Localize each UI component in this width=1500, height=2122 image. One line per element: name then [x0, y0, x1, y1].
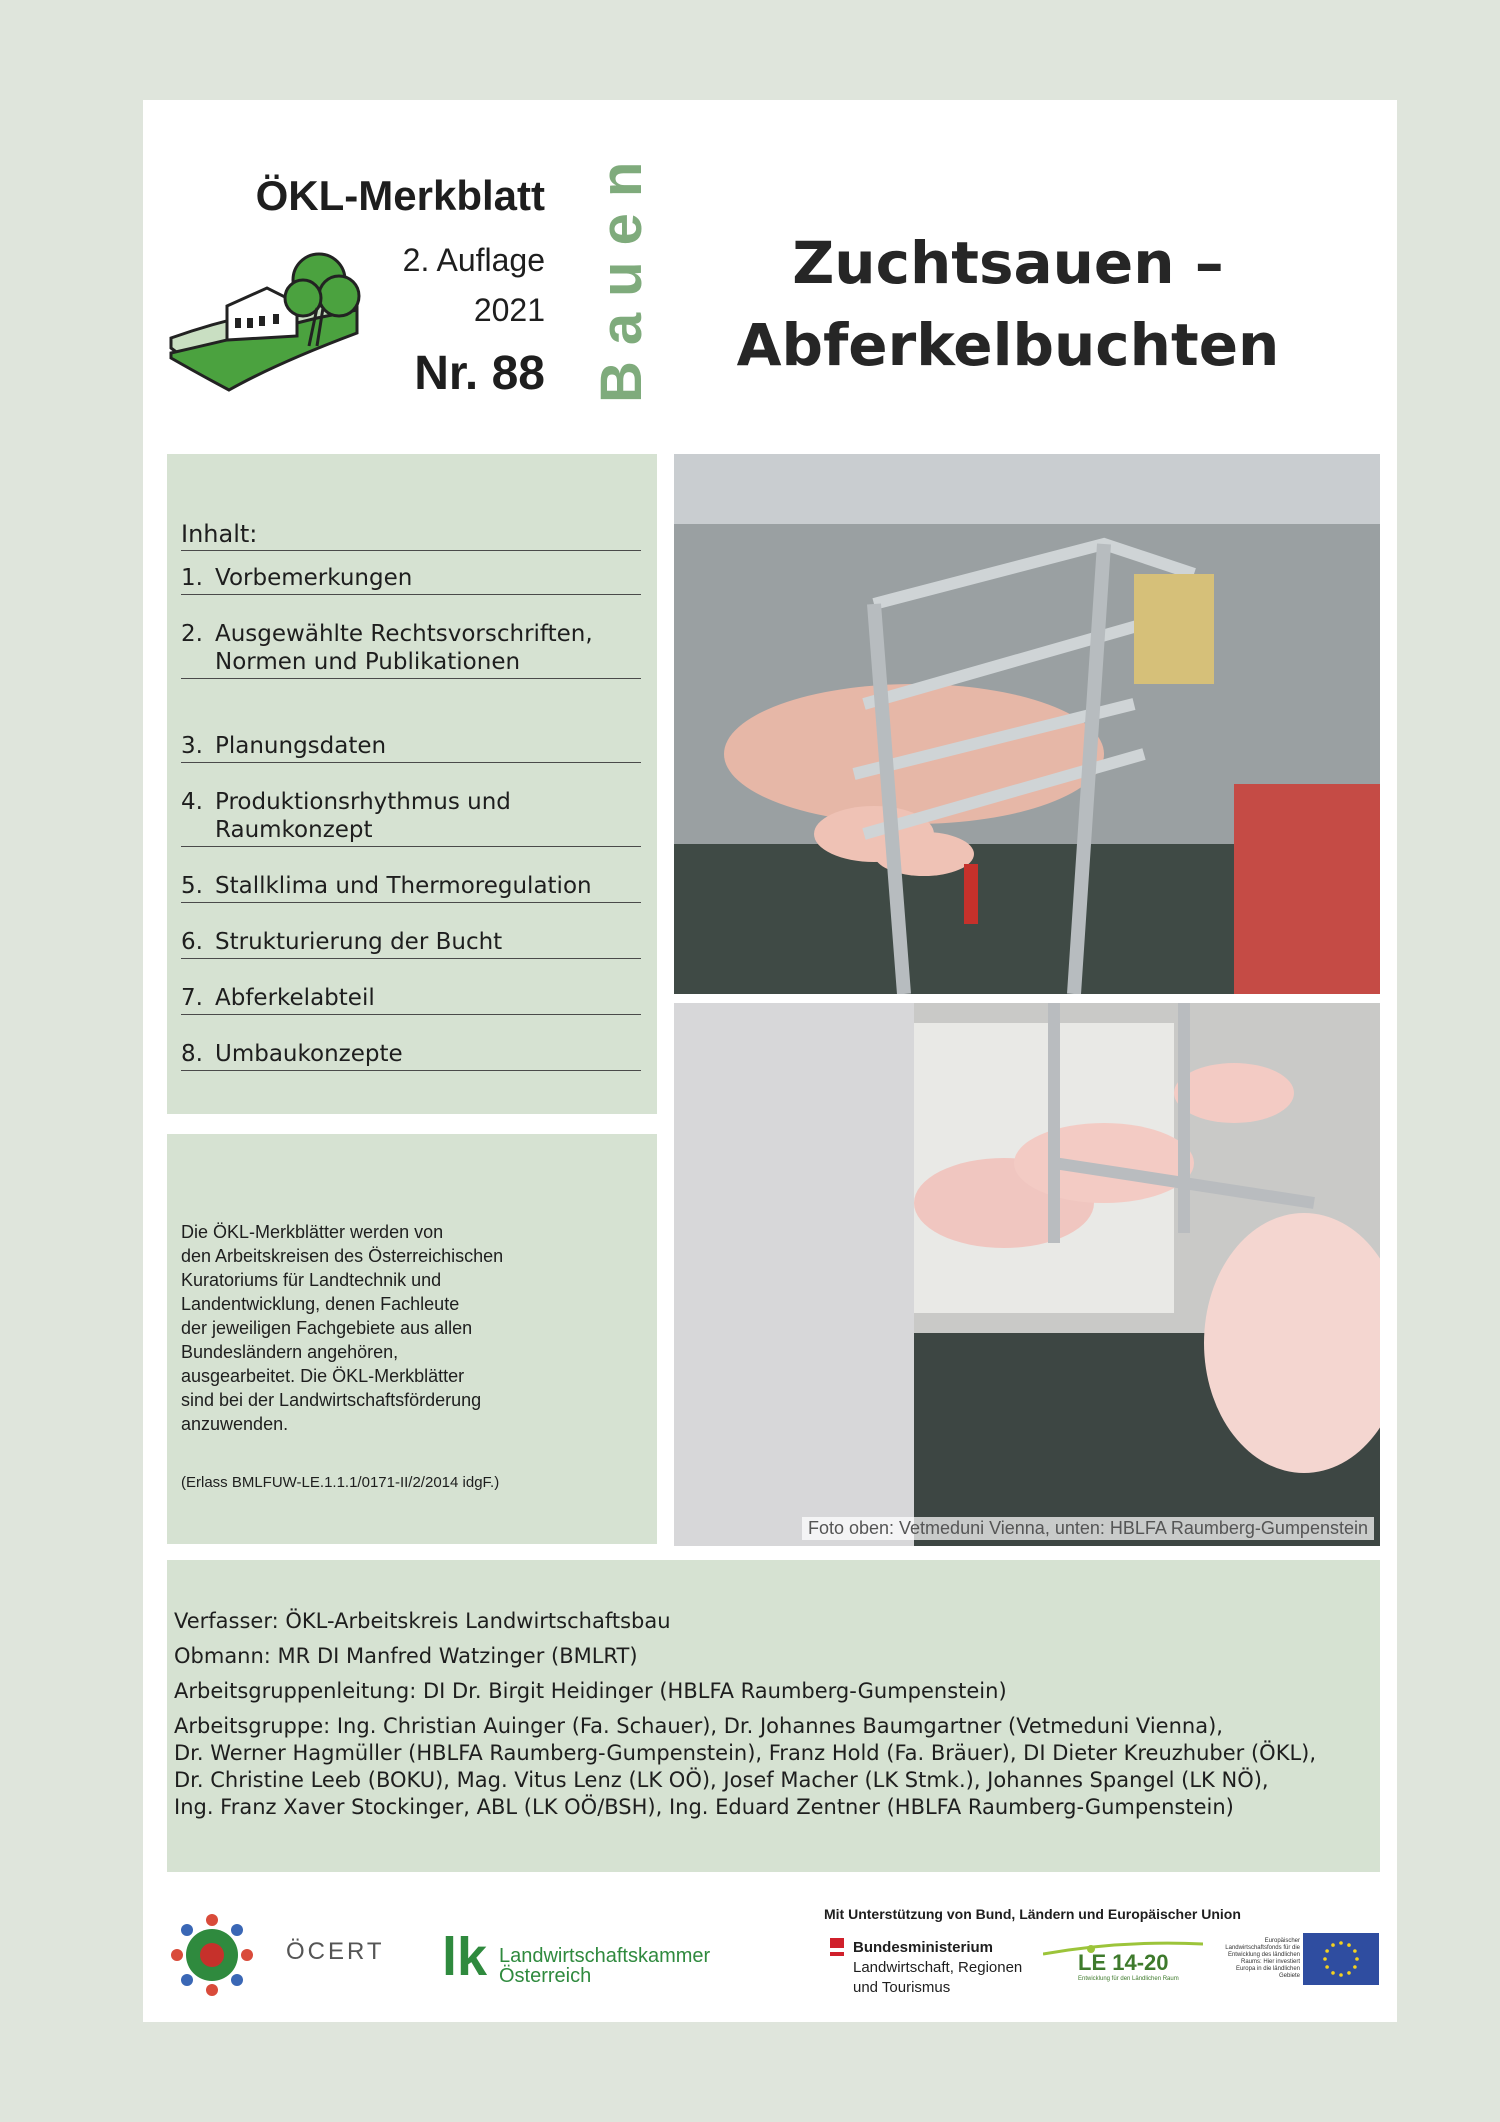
photo-caption: Foto oben: Vetmeduni Vienna, unten: HBLFA Raumberg-Gumpenstein — [802, 1517, 1374, 1540]
support-statement: Mit Unterstützung von Bund, Ländern und Europäischer Union — [824, 1906, 1241, 1922]
note-line: Bundesländern angehören, — [181, 1342, 399, 1362]
info-note — [167, 1134, 657, 1544]
note-reference: (Erlass BMLFUW-LE.1.1.1/0171-II/2/2014 idgF.) — [181, 1474, 500, 1491]
brand-title: ÖKL-Merkblatt — [255, 172, 545, 219]
toc-item-number: 5. — [181, 873, 203, 899]
eu-star-icon — [1353, 1965, 1357, 1969]
toc-item-number: 1. — [181, 565, 203, 591]
toc-item-line-1: Vorbemerkungen — [215, 565, 413, 591]
ministry-line-3: und Tourismus — [853, 1979, 951, 1996]
eu-star-icon — [1347, 1971, 1351, 1975]
category-label — [590, 114, 654, 434]
toc-item-line-1: Strukturierung der Bucht — [215, 929, 503, 955]
note-line: anzuwenden. — [181, 1414, 289, 1434]
credit-group-line: Ing. Franz Xaver Stockinger, ABL (LK OÖ/BSH), Ing. Eduard Zentner (HBLFA Raumberg-Gumpenstein) — [174, 1795, 1234, 1819]
ministry-line-2: Landwirtschaft, Regionen — [853, 1959, 1023, 1976]
eu-star-icon — [1331, 1943, 1335, 1947]
toc-item-label — [215, 620, 593, 676]
toc-item-line-2: Normen und Publikationen — [215, 649, 521, 675]
toc-item-number: 8. — [181, 1041, 203, 1067]
toc-item-number: 6. — [181, 929, 203, 955]
edition-label: 2. Auflage — [402, 242, 545, 278]
page-title — [728, 222, 1288, 386]
toc-item — [181, 788, 641, 847]
toc-item-number: 2. — [181, 621, 203, 647]
note-line: ausgearbeitet. Die ÖKL-Merkblätter — [181, 1366, 465, 1386]
category-text: Bauen — [589, 145, 654, 403]
photo-sow-in-crate — [674, 454, 1380, 994]
lk-logo-text — [499, 1946, 710, 1986]
toc-item-label — [215, 564, 412, 592]
note-line: der jeweiligen Fachgebiete aus allen — [181, 1318, 473, 1338]
toc-item — [181, 872, 641, 903]
eu-star-icon — [1355, 1957, 1359, 1961]
toc-item-line-1: Planungsdaten — [215, 733, 387, 759]
eu-star-icon — [1325, 1965, 1329, 1969]
cover-page — [143, 100, 1397, 2022]
eu-stars-icon — [1303, 1933, 1379, 1985]
year-label: 2021 — [473, 292, 545, 328]
austria-flag-icon — [830, 1938, 844, 1952]
oecert-logo: ÖCERT — [286, 1938, 385, 1965]
eu-star-icon — [1323, 1957, 1327, 1961]
credit-group — [174, 1713, 1364, 1821]
toc-item-number: 7. — [181, 985, 203, 1011]
toc-item-number: 4. — [181, 789, 203, 815]
credit-group-line: Dr. Werner Hagmüller (HBLFA Raumberg-Gumpenstein), Franz Hold (Fa. Bräuer), DI Dieter Kreuzhuber (ÖKL), — [174, 1741, 1317, 1765]
photo-piglets-illustration — [674, 1003, 1380, 1546]
credit-chair: Obmann: MR DI Manfred Watzinger (BMLRT) — [174, 1644, 638, 1668]
toc-item — [181, 732, 641, 763]
note-line: Die ÖKL-Merkblätter werden von — [181, 1222, 444, 1242]
toc-item-label — [215, 984, 375, 1012]
lk-line-1: Landwirtschaftskammer — [499, 1945, 711, 1967]
lk-logo-mark: lk — [442, 1927, 488, 1987]
table-of-contents — [167, 454, 657, 1114]
le-logo-subtitle: Entwicklung für den Ländlichen Raum — [1078, 1976, 1179, 1982]
eu-flag-icon — [1303, 1933, 1379, 1985]
note-line: den Arbeitskreisen des Österreichischen — [181, 1246, 504, 1266]
eu-fund-text: Europäischer Landwirtschaftsfonds für die Entwicklung des ländlichen Raums: Hier investiert Europa in die ländlichen Gebiete — [1225, 1938, 1300, 1979]
credit-group-line: Dr. Christine Leeb (BOKU), Mag. Vitus Lenz (LK OÖ), Josef Macher (LK Stmk.), Johannes Spangel (LK NÖ), — [174, 1768, 1269, 1792]
note-text — [181, 1220, 581, 1436]
toc-item-line-1: Abferkelabteil — [215, 985, 375, 1011]
photo-piglets-nest — [674, 1003, 1380, 1546]
eu-star-icon — [1347, 1943, 1351, 1947]
lk-line-2: Österreich — [499, 1965, 592, 1987]
toc-item-line-2: Raumkonzept — [215, 817, 373, 843]
toc-item — [181, 564, 641, 595]
toc-item — [181, 620, 641, 679]
partner-emblem-icon — [167, 1910, 257, 2000]
ministry-logo-text — [853, 1938, 1073, 1998]
toc-item-label — [215, 788, 511, 844]
eu-star-icon — [1353, 1949, 1357, 1953]
toc-item — [181, 928, 641, 959]
toc-item-line-1: Stallklima und Thermoregulation — [215, 873, 592, 899]
toc-item — [181, 984, 641, 1015]
issue-number: Nr. 88 — [414, 347, 545, 400]
toc-item-label — [215, 1040, 403, 1068]
photo-sow-illustration — [674, 454, 1380, 994]
credit-group-line: Arbeitsgruppe: Ing. Christian Auinger (Fa. Schauer), Dr. Johannes Baumgartner (Vetmeduni Vienna), — [174, 1714, 1223, 1738]
note-line: Kuratoriums für Landtechnik und — [181, 1270, 442, 1290]
eu-star-icon — [1339, 1973, 1343, 1977]
eu-star-icon — [1325, 1949, 1329, 1953]
eu-star-icon — [1339, 1941, 1343, 1945]
toc-item-label — [215, 732, 386, 760]
credits-panel — [167, 1560, 1380, 1872]
toc-item-label — [215, 928, 502, 956]
le-logo: LE 14-20 — [1078, 1950, 1169, 1975]
toc-item-line-1: Umbaukonzepte — [215, 1041, 403, 1067]
ministry-line-1: Bundesministerium — [853, 1939, 994, 1956]
toc-item-number: 3. — [181, 733, 203, 759]
toc-item-label — [215, 872, 592, 900]
toc-item-line-1: Ausgewählte Rechtsvorschriften, — [215, 621, 593, 647]
credit-lead: Arbeitsgruppenleitung: DI Dr. Birgit Heidinger (HBLFA Raumberg-Gumpenstein) — [174, 1679, 1007, 1703]
toc-heading: Inhalt: — [181, 520, 641, 551]
note-line: Landentwicklung, denen Fachleute — [181, 1294, 460, 1314]
title-line-1: Zuchtsauen – — [792, 229, 1224, 297]
toc-item-line-1: Produktionsrhythmus und — [215, 789, 511, 815]
toc-item — [181, 1040, 641, 1071]
credit-author: Verfasser: ÖKL-Arbeitskreis Landwirtschaftsbau — [174, 1609, 671, 1633]
title-line-2: Abferkelbuchten — [736, 311, 1280, 379]
note-line: sind bei der Landwirtschaftsförderung — [181, 1390, 482, 1410]
eu-star-icon — [1331, 1971, 1335, 1975]
